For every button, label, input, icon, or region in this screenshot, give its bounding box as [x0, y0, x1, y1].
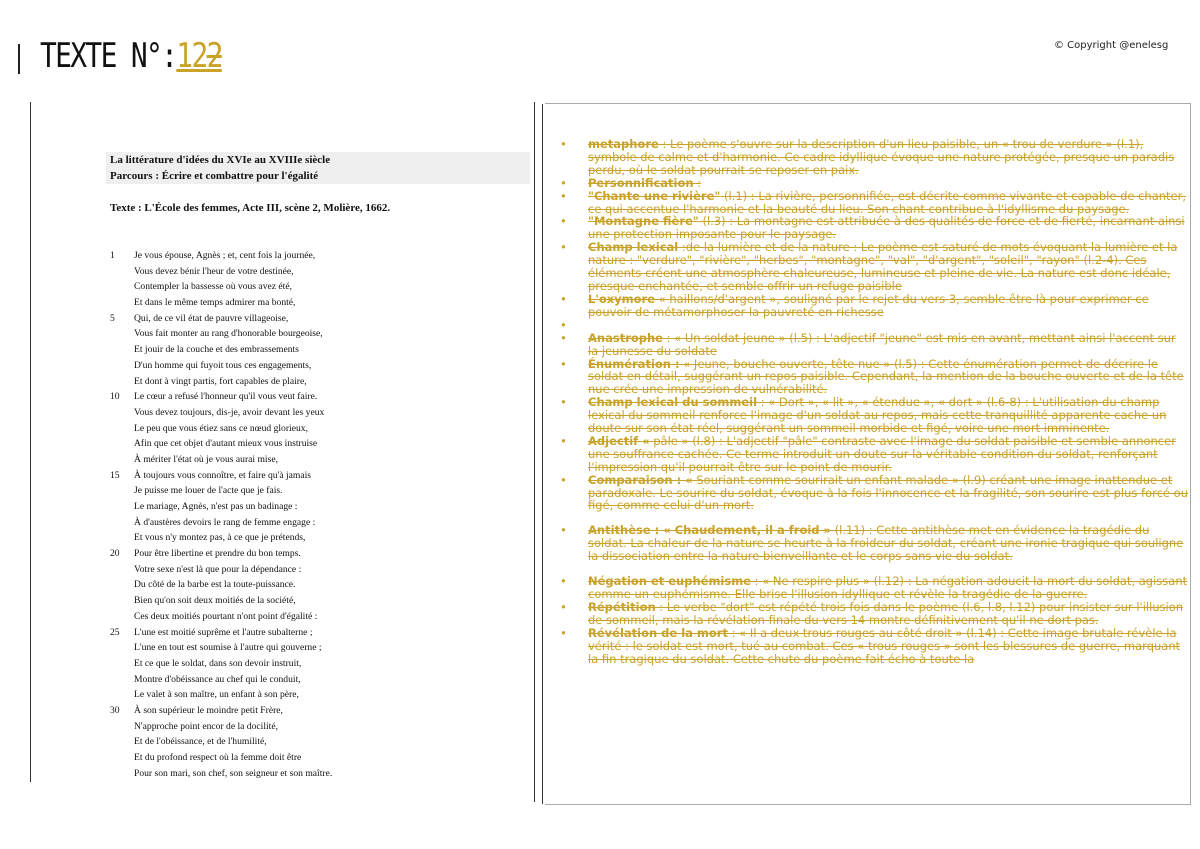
poem-line: [110, 436, 530, 452]
line-text: Le peu que vous étiez sans ce nœud glorieux,: [134, 422, 308, 434]
poem-line: [110, 625, 530, 641]
bullet-icon: •: [560, 188, 567, 203]
line-text: À d'austères devoirs le rang de femme engage :: [134, 516, 316, 528]
figure-explanation: :: [693, 175, 702, 190]
analysis-item: [560, 358, 1188, 397]
analysis-item: [560, 396, 1188, 435]
bullet-icon: •: [560, 599, 567, 614]
poem-line: [110, 405, 530, 421]
poem-line: [110, 499, 530, 515]
figure-explanation: Souriant comme sourirait un enfant malade » (l.9) créant une image inattendue et paradoxale. Le sourire du soldat, évoque à la fois l'innocence et la fragilité, son sourire est plus forcé ou figé, comme celui d'un mort.: [588, 472, 1188, 513]
figure-term: Antithèse : « Chaudement, il a froid »: [588, 523, 831, 538]
line-text: D'un homme qui fuyoit tous ces engagements,: [134, 359, 312, 371]
middle-divider-2: [542, 104, 543, 804]
analysis-item: [560, 215, 1188, 241]
copyright-notice: © Copyright @enelesg: [1054, 40, 1169, 51]
poem-line: [110, 734, 530, 750]
line-text: À mériter l'état où je vous aurai mise,: [134, 453, 278, 465]
line-text: L'une en tout est soumise à l'autre qui gouverne ;: [134, 642, 322, 654]
poem-text: [110, 248, 530, 781]
poem-line: [110, 452, 530, 468]
poem-line: [110, 593, 530, 609]
figure-term: Champ lexical: [588, 240, 679, 255]
figure-explanation: : Le poème s'ouvre sur la description d'un lieu paisible, un « trou de verdure » (l.1), symbole de calme et d'harmonie. Ce cadre idyllique évoque une nature protégée, presque un paradis perdu, où le soldat pourrait se reposer en paix.: [588, 137, 1175, 177]
figure-explanation: : « Dort », « lit », « étendue », « dort » (l.6-8) : L'utilisation du champ lexical du sommeil renforce l'image d'un soldat au repos, mais cette tranquillité apparente cache un doute sur son état réel, suggérant un sommeil morbide et figé, voire une mort imminente.: [588, 395, 1167, 436]
poem-line: [110, 609, 530, 625]
poem-line: [110, 279, 530, 295]
figure-term: "Chante une rivière": [588, 188, 721, 203]
line-text: Et jouir de la couche et des embrassements: [134, 344, 299, 356]
line-text: Ces deux moitiés pourtant n'ont point d'égalité :: [134, 610, 318, 622]
analysis-item: [560, 332, 1188, 358]
line-text: Je puisse me louer de l'acte que je fais.: [134, 485, 283, 497]
poem-line: [110, 656, 530, 672]
figure-term: Comparaison : «: [588, 472, 693, 487]
poem-line: [110, 687, 530, 703]
poem-line: [110, 389, 530, 405]
poem-line: [110, 546, 530, 562]
figure-explanation: : Le verbe "dort" est répété trois fois dans le poème (l.6, l.8, l.12) pour insister sur l'illusion de sommeil, mais la révélation finale du vers 14 montre définitivement qu'il ne dort pas.: [588, 599, 1184, 627]
title-accent-bar: [18, 44, 20, 74]
scanned-document: [110, 152, 530, 781]
document-header-band: [106, 152, 530, 184]
line-number: 5: [110, 312, 115, 324]
bullet-icon: •: [560, 137, 567, 151]
line-text: Vous devez toujours, dis-je, avoir devant les yeux: [134, 406, 325, 418]
line-text: Votre sexe n'est là que pour la dépendance :: [134, 563, 302, 575]
analysis-item: [560, 138, 1188, 177]
title-prefix: TEXTE N°:: [40, 36, 177, 76]
figure-explanation: : « Ne respire plus » (l.12) : La négation adoucit la mort du soldat, agissant comme un euphémisme. Elle brise l'illusion idyllique et révèle la tragédie de la guerre.: [588, 574, 1188, 601]
figure-explanation: « Jeune, bouche ouverte, tête nue » (l.5) : Cette énumération permet de décrire le soldat en détail, suggérant un repos paisible. Cependant, la mention de la bouche ouverte et de la tête nue crée une impression de vulnérabilité.: [588, 356, 1184, 397]
figure-explanation: (l.1) : La rivière, personnifiée, est décrite comme vivante et capable de chanter, ce qui accentue l'harmonie et la beauté du lieu. Son chant contribue à l'idyllisme du paysage.: [588, 188, 1187, 216]
analysis-item: [560, 627, 1188, 666]
poem-line: [110, 672, 530, 688]
poem-line: [110, 342, 530, 358]
poem-line: [110, 577, 530, 593]
bullet-icon: •: [560, 574, 567, 589]
poem-line: [110, 421, 530, 437]
figure-explanation: :de la lumière et de la nature : Le poème est saturé de mots évoquant la lumière et la nature : "verdure", "rivière", "herbes", "montagne", "val", "d'argent", "soleil", "rayon" (l.2-4). Ces éléments créent une atmosphère chaleureuse, lumineuse et pleine de vie. La nature est donc idéale, presque enchantée, et semble offrir un refuge paisible: [588, 240, 1178, 293]
figure-explanation: pâle » (l.8) : L'adjectif "pâle" contraste avec l'image du soldat paisible et semble annoncer une souffrance cachée. Ce terme introduit un doute sur la véritable condition du soldat, renforçant l'impression qu'il pourrait être sur le point de mourir.: [588, 433, 1176, 474]
line-text: Du côté de la barbe est la toute-puissance.: [134, 579, 296, 591]
figure-term: L'oxymore: [588, 291, 656, 306]
figure-term: Personnification: [588, 175, 694, 190]
bullet-icon: •: [560, 625, 567, 640]
figure-explanation: (l.11) : Cette antithèse met en évidence la tragédie du soldat. La chaleur de la nature se heurte à la froideur du soldat, créant une ironie tragique qui souligne la dissociation entre la nature bienveillante et le corps sans vie du soldat.: [588, 523, 1184, 564]
line-number: 1: [110, 250, 115, 261]
poem-line: [110, 640, 530, 656]
poem-line: [110, 562, 530, 578]
poem-line: [110, 326, 530, 342]
line-text: Et dans le même temps admirer ma bonté,: [134, 297, 296, 309]
figure-term: Énumération :: [588, 356, 680, 371]
line-number: 25: [110, 626, 120, 638]
document-heading-2: Parcours : Écrire et combattre pour l'égalité: [110, 170, 319, 182]
page-title: [40, 36, 222, 76]
line-text: Vous devez bénir l'heur de votre destinée,: [134, 265, 294, 277]
analysis-item: [560, 524, 1188, 563]
line-text: Je vous épouse, Agnès ; et, cent fois la journée,: [134, 250, 316, 261]
title-number: 122: [176, 36, 222, 76]
line-text: Le mariage, Agnès, n'est pas un badinage :: [134, 501, 298, 512]
poem-line: [110, 311, 530, 327]
line-text: Et ce que le soldat, dans son devoir instruit,: [134, 657, 302, 669]
poem-line: [110, 295, 530, 311]
line-text: À son supérieur le moindre petit Frère,: [134, 704, 283, 716]
figure-term: Anastrophe: [588, 330, 663, 345]
line-text: Et du profond respect où la femme doit être: [134, 752, 302, 763]
line-text: Vous fait monter au rang d'honorable bourgeoise,: [134, 328, 323, 340]
poem-line: [110, 358, 530, 374]
analysis-item: [560, 601, 1188, 627]
line-text: Pour son mari, son chef, son seigneur et son maître.: [134, 767, 333, 779]
line-text: Bien qu'on soit deux moitiés de la société,: [134, 595, 296, 607]
bullet-icon: •: [560, 523, 567, 538]
poem-line: [110, 703, 530, 719]
poem-line: [110, 483, 530, 499]
figure-explanation: « haillons/d'argent », souligné par le rejet du vers 3, semble être là pour exprimer ce pouvoir de métamorphoser la pauvreté en richesse: [588, 291, 1149, 319]
bullet-icon: •: [560, 214, 567, 229]
line-text: Contempler la bassesse où vous avez été,: [134, 281, 292, 293]
line-text: Le cœur a refusé l'honneur qu'il vous veut faire.: [134, 391, 318, 403]
bullet-icon: •: [560, 356, 567, 371]
figure-term: metaphore: [588, 137, 659, 151]
figure-term: Adjectif «: [588, 433, 650, 448]
poem-line: [110, 248, 530, 264]
analysis-item: [560, 293, 1188, 319]
line-text: Le valet à son maître, un enfant à son père,: [134, 689, 299, 701]
figure-term: Négation et euphémisme: [588, 574, 752, 589]
analysis-item: [560, 575, 1188, 601]
poem-line: [110, 530, 530, 546]
line-text: Et de l'obéissance, et de l'humilité,: [134, 736, 267, 748]
bullet-icon: •: [560, 330, 567, 345]
poem-line: [110, 515, 530, 531]
analysis-item: [560, 474, 1188, 513]
bullet-icon: •: [560, 395, 567, 410]
document-heading-1: La littérature d'idées du XVIe au XVIIIe siècle: [110, 154, 331, 166]
line-number: 30: [110, 704, 120, 716]
figure-term: Répétition: [588, 599, 656, 614]
poem-line: [110, 766, 530, 782]
analysis-list: [560, 138, 1188, 665]
poem-line: [110, 264, 530, 280]
line-text: Et dont à vingt partis, fort capables de plaire,: [134, 375, 307, 387]
line-text: Pour être libertine et prendre du bon temps.: [134, 548, 301, 560]
poem-line: [110, 374, 530, 390]
line-number: 15: [110, 469, 120, 481]
bullet-icon: •: [560, 240, 567, 255]
line-text: Afin que cet objet d'autant mieux vous instruise: [134, 438, 318, 450]
line-number: 20: [110, 548, 120, 560]
left-divider: [30, 102, 31, 782]
bullet-icon: •: [560, 317, 567, 332]
bullet-icon: •: [560, 472, 567, 487]
bullet-icon: •: [560, 433, 567, 448]
figure-explanation: : « Un soldat jeune » (l.5) : L'adjectif "jeune" est mis en avant, mettant ainsi l'accent sur la jeunesse du soldate: [588, 330, 1176, 358]
line-text: À toujours vous connoître, et faire qu'à jamais: [134, 469, 312, 481]
figure-explanation: (l.3) : La montagne est attribuée à des qualités de force et de fierté, incarnant ainsi une protection imposante pour le paysage.: [588, 214, 1185, 242]
figure-explanation: : « Il a deux trous rouges au côté droit » (l.14) : Cette image brutale révèle la vérité : le soldat est mort, tué au combat. Ces « trous rouges » sont les blessures de guerre, marquant la fin tragique du soldat. Cette chute du poème fait écho à toute la: [588, 625, 1181, 666]
figure-term: "Montagne fière": [588, 214, 699, 229]
bullet-icon: •: [560, 175, 567, 190]
bullet-icon: •: [560, 291, 567, 306]
line-text: N'approche point encor de la docilité,: [134, 720, 278, 732]
line-text: Qui, de ce vil état de pauvre villageoise,: [134, 312, 289, 324]
analysis-item: [560, 435, 1188, 474]
poem-line: [110, 750, 530, 766]
middle-divider: [534, 102, 535, 802]
analysis-item: [560, 241, 1188, 293]
line-text: Montre d'obéissance au chef qui le conduit,: [134, 673, 301, 685]
line-text: Et vous n'y montez pas, à ce que je prétends,: [134, 532, 306, 544]
poem-line: [110, 468, 530, 484]
analysis-item: [560, 190, 1188, 216]
figure-term: Révélation de la mort: [588, 625, 728, 640]
figure-term: Champ lexical du sommeil: [588, 395, 758, 410]
poem-line: [110, 719, 530, 735]
line-number: 10: [110, 391, 120, 403]
document-text-label: Texte : L'École des femmes, Acte III, scène 2, Molière, 1662.: [110, 202, 391, 214]
line-text: L'une est moitié suprême et l'autre subalterne ;: [134, 626, 313, 638]
